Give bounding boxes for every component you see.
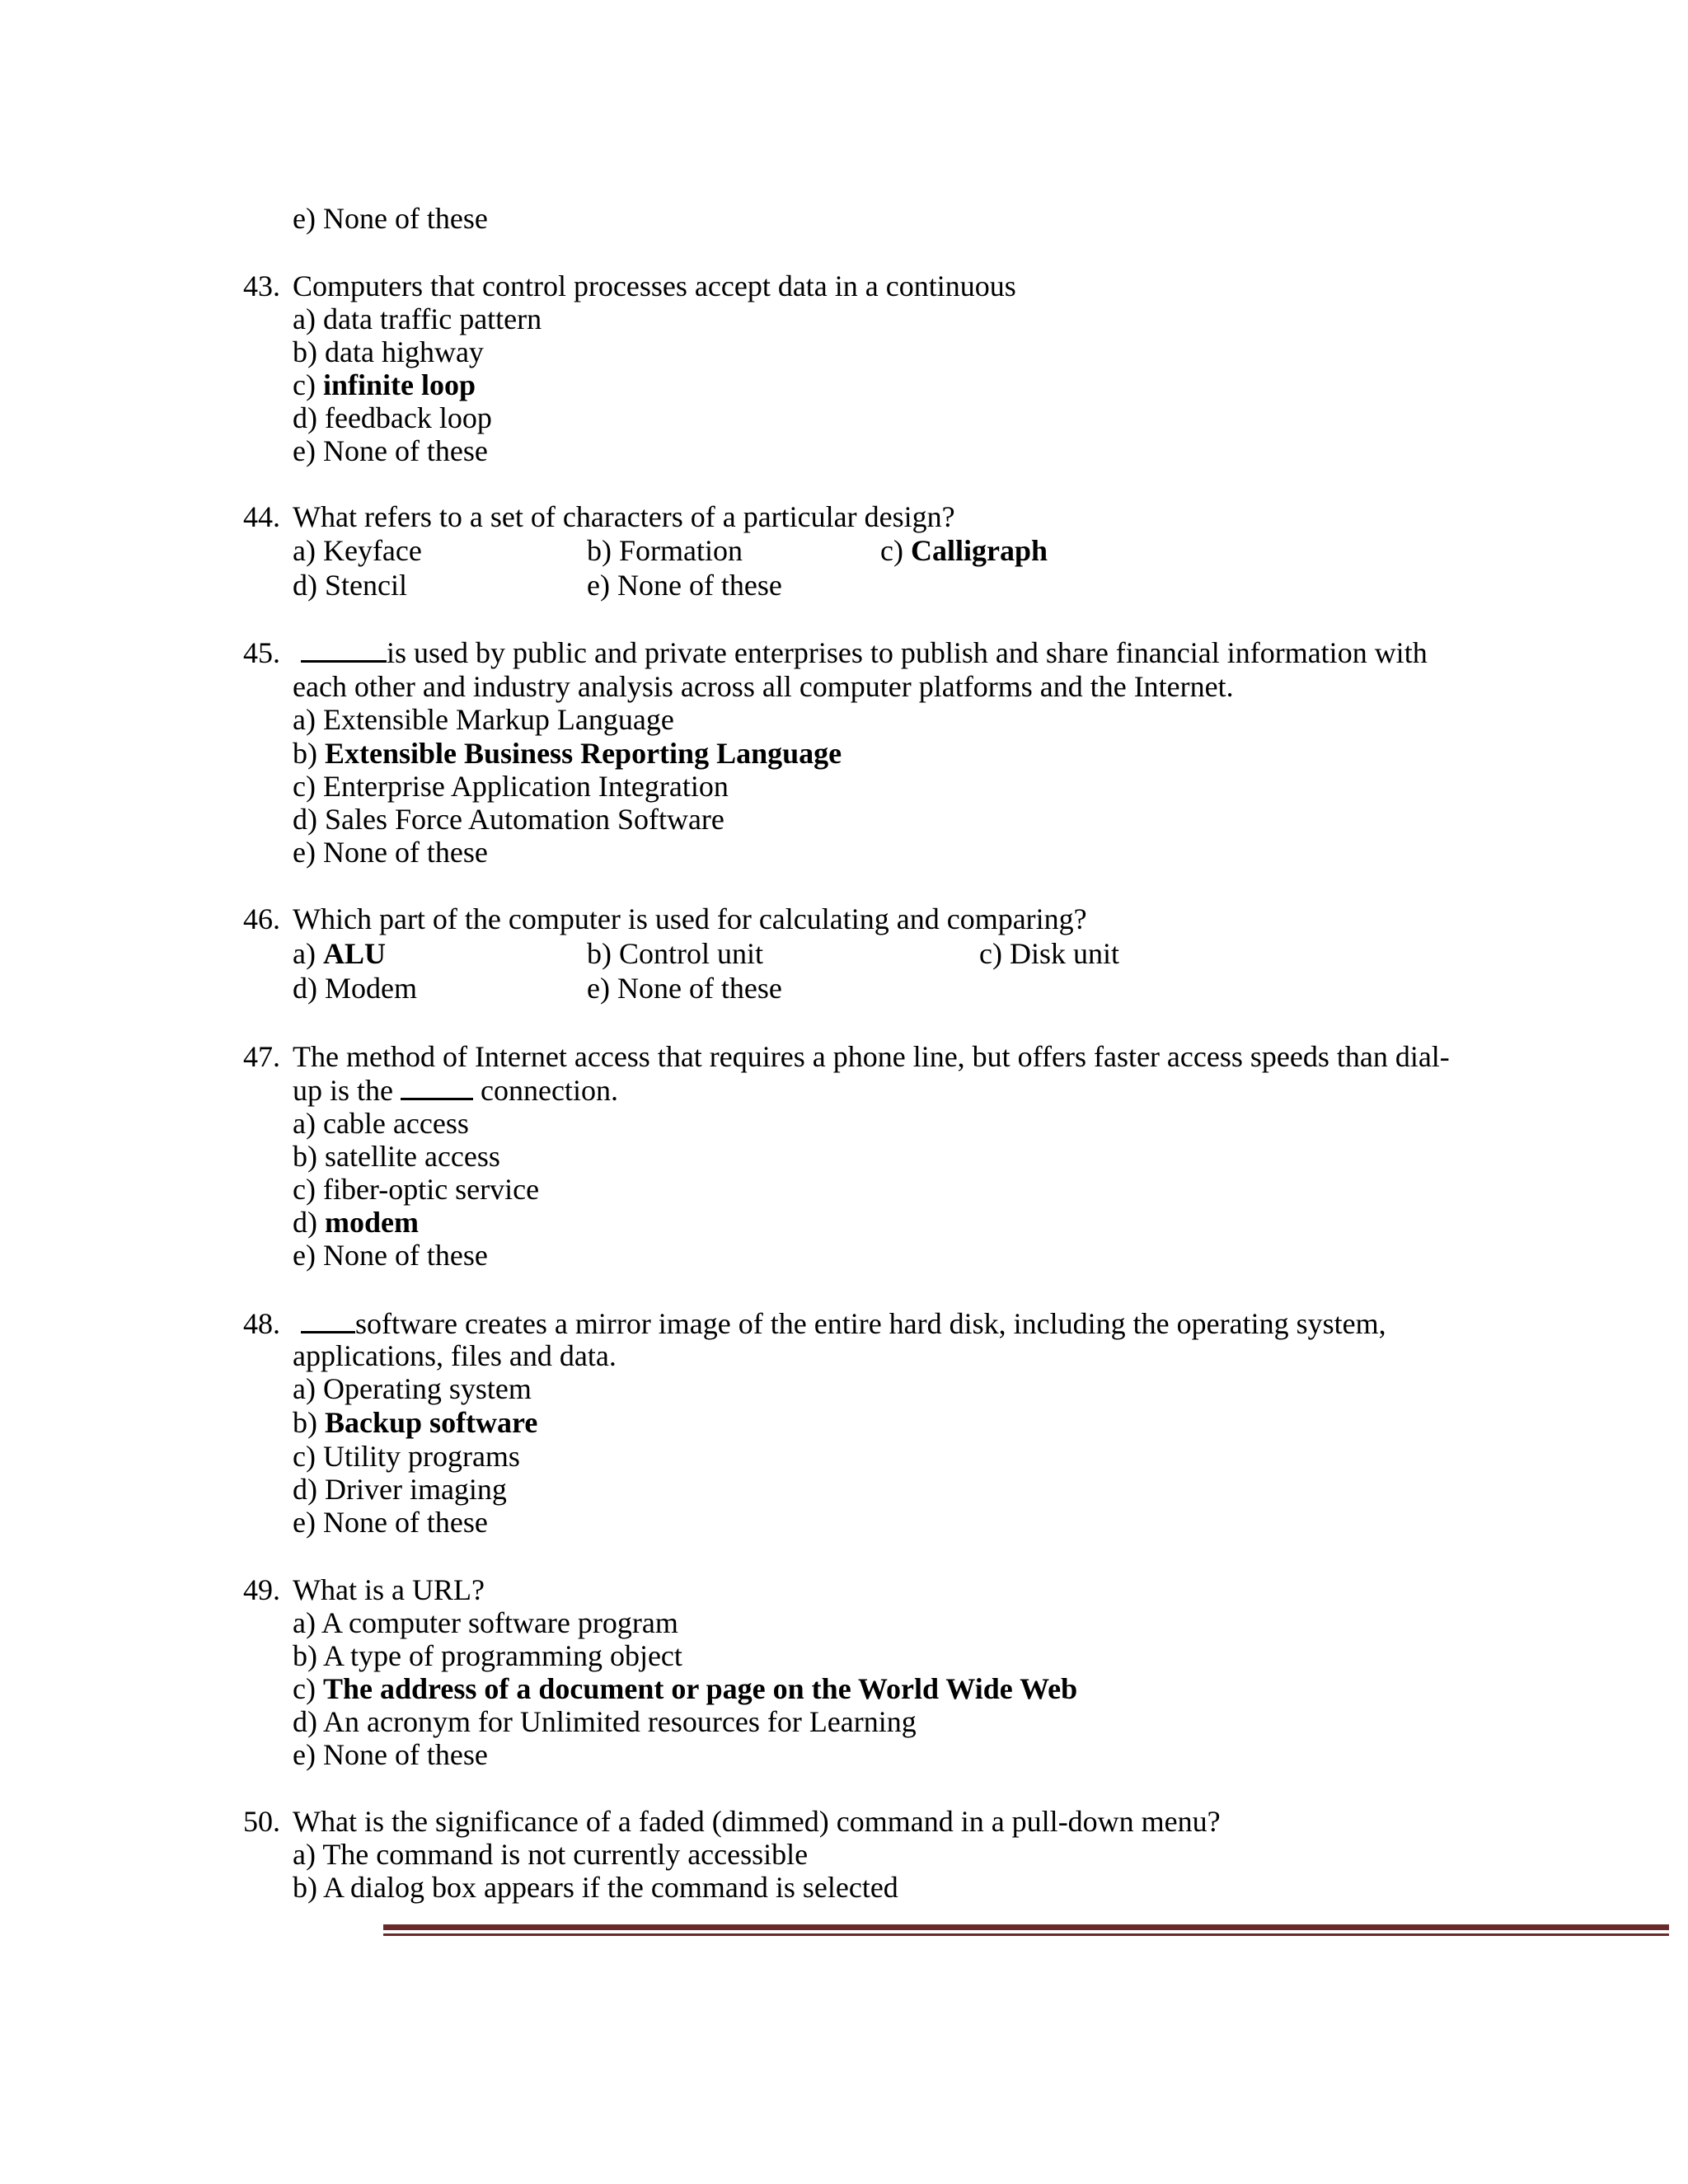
q49-question-text: What is a URL?: [293, 1573, 485, 1606]
q49-answer: The address of a document or page on the World Wide Web: [322, 1672, 1078, 1705]
q47-number: 47.: [243, 1040, 280, 1073]
q49-option-e: e) None of these: [293, 1738, 488, 1771]
q43-option-c: [293, 368, 476, 401]
fill-in-blank: [301, 1308, 355, 1333]
q48-option-b: [293, 1406, 537, 1439]
q48-answer: Backup software: [325, 1406, 538, 1439]
q45-question-text-line2: each other and industry analysis across all computer platforms and the Internet.: [293, 670, 1234, 703]
q47-option-c: c) fiber-optic service: [293, 1173, 540, 1206]
q43-number: 43.: [243, 269, 280, 302]
q50-question-text: What is the significance of a faded (dimmed) command in a pull-down menu?: [293, 1805, 1221, 1838]
footer-rule-thin: [383, 1933, 1669, 1936]
q47-question-text-line2: [293, 1074, 618, 1107]
q47-answer: modem: [325, 1206, 419, 1239]
q50-option-b: b) A dialog box appears if the command is selected: [293, 1871, 898, 1904]
q46-question-text: Which part of the computer is used for calculating and comparing?: [293, 902, 1087, 935]
q44-option-e: e) None of these: [587, 569, 782, 602]
q47-option-d-prefix: d): [293, 1206, 325, 1239]
q45-option-e: e) None of these: [293, 836, 488, 869]
q45-number: 45.: [243, 636, 280, 669]
q46-option-a: [293, 937, 386, 970]
q46-option-e: e) None of these: [587, 972, 782, 1005]
q44-option-a: a) Keyface: [293, 534, 422, 567]
q50-option-a: a) The command is not currently accessible: [293, 1838, 809, 1871]
q46-answer: ALU: [322, 937, 386, 970]
q43-question-text: Computers that control processes accept data in a continuous: [293, 269, 1016, 302]
footer-rule-thick: [383, 1924, 1669, 1930]
q46-option-c: c) Disk unit: [979, 937, 1119, 970]
q48-option-d: d) Driver imaging: [293, 1473, 507, 1506]
q47-option-d: [293, 1206, 419, 1239]
q47-question-text-line1: The method of Internet access that requires a phone line, but offers faster access speeds than dial-: [293, 1040, 1450, 1073]
q48-question-text-line2: applications, files and data.: [293, 1339, 617, 1372]
q45-option-b: [293, 737, 842, 770]
q48-option-e: e) None of these: [293, 1506, 488, 1539]
fill-in-blank: [301, 637, 387, 663]
q45-option-c: c) Enterprise Application Integration: [293, 770, 729, 803]
q47-option-e: e) None of these: [293, 1239, 488, 1272]
q43-option-d: d) feedback loop: [293, 401, 492, 434]
q49-option-c-prefix: c): [293, 1672, 323, 1705]
q49-option-a: a) A computer software program: [293, 1606, 678, 1639]
q47-text-after-blank: connection.: [473, 1074, 618, 1107]
q48-option-b-prefix: b): [293, 1406, 325, 1439]
q44-number: 44.: [243, 500, 280, 533]
fill-in-blank: [401, 1075, 473, 1100]
q46-number: 46.: [243, 902, 280, 935]
q43-option-b: b) data highway: [293, 335, 484, 368]
q44-option-c: [880, 534, 1048, 567]
q44-answer: Calligraph: [910, 534, 1048, 567]
q44-question-text: What refers to a set of characters of a particular design?: [293, 500, 955, 533]
q46-option-b: b) Control unit: [587, 937, 763, 970]
q49-option-c: [293, 1672, 1077, 1705]
q43-option-a: a) data traffic pattern: [293, 302, 542, 335]
q45-option-b-prefix: b): [293, 737, 325, 770]
q45-option-a: a) Extensible Markup Language: [293, 703, 674, 736]
q50-number: 50.: [243, 1805, 280, 1838]
q49-option-b: b) A type of programming object: [293, 1639, 682, 1672]
q43-option-e: e) None of these: [293, 434, 488, 467]
q46-option-d: d) Modem: [293, 972, 417, 1005]
q47-option-b: b) satellite access: [293, 1140, 500, 1173]
q44-option-b: b) Formation: [587, 534, 743, 567]
q45-question-text-line1: [301, 636, 1428, 669]
q43-option-c-prefix: c): [293, 368, 323, 401]
q45-option-d: d) Sales Force Automation Software: [293, 803, 724, 836]
q49-option-d: d) An acronym for Unlimited resources for Learning: [293, 1705, 917, 1738]
q47-text-before-blank: up is the: [293, 1074, 401, 1107]
q49-number: 49.: [243, 1573, 280, 1606]
prev-question-option-e: e) None of these: [293, 202, 488, 235]
q44-option-c-prefix: c): [880, 534, 911, 567]
q48-number: 48.: [243, 1307, 280, 1340]
q45-answer: Extensible Business Reporting Language: [325, 737, 842, 770]
q43-answer: infinite loop: [322, 368, 476, 401]
q48-option-a: a) Operating system: [293, 1372, 532, 1405]
q47-option-a: a) cable access: [293, 1107, 469, 1140]
q46-option-a-prefix: a): [293, 937, 323, 970]
q48-question-text-line1: [301, 1307, 1386, 1340]
q45-question-text-part: is used by public and private enterprises to publish and share financial information with: [387, 636, 1428, 669]
q44-option-d: d) Stencil: [293, 569, 407, 602]
q48-question-text-part: software creates a mirror image of the entire hard disk, including the operating system,: [355, 1307, 1386, 1340]
q48-option-c: c) Utility programs: [293, 1440, 520, 1473]
